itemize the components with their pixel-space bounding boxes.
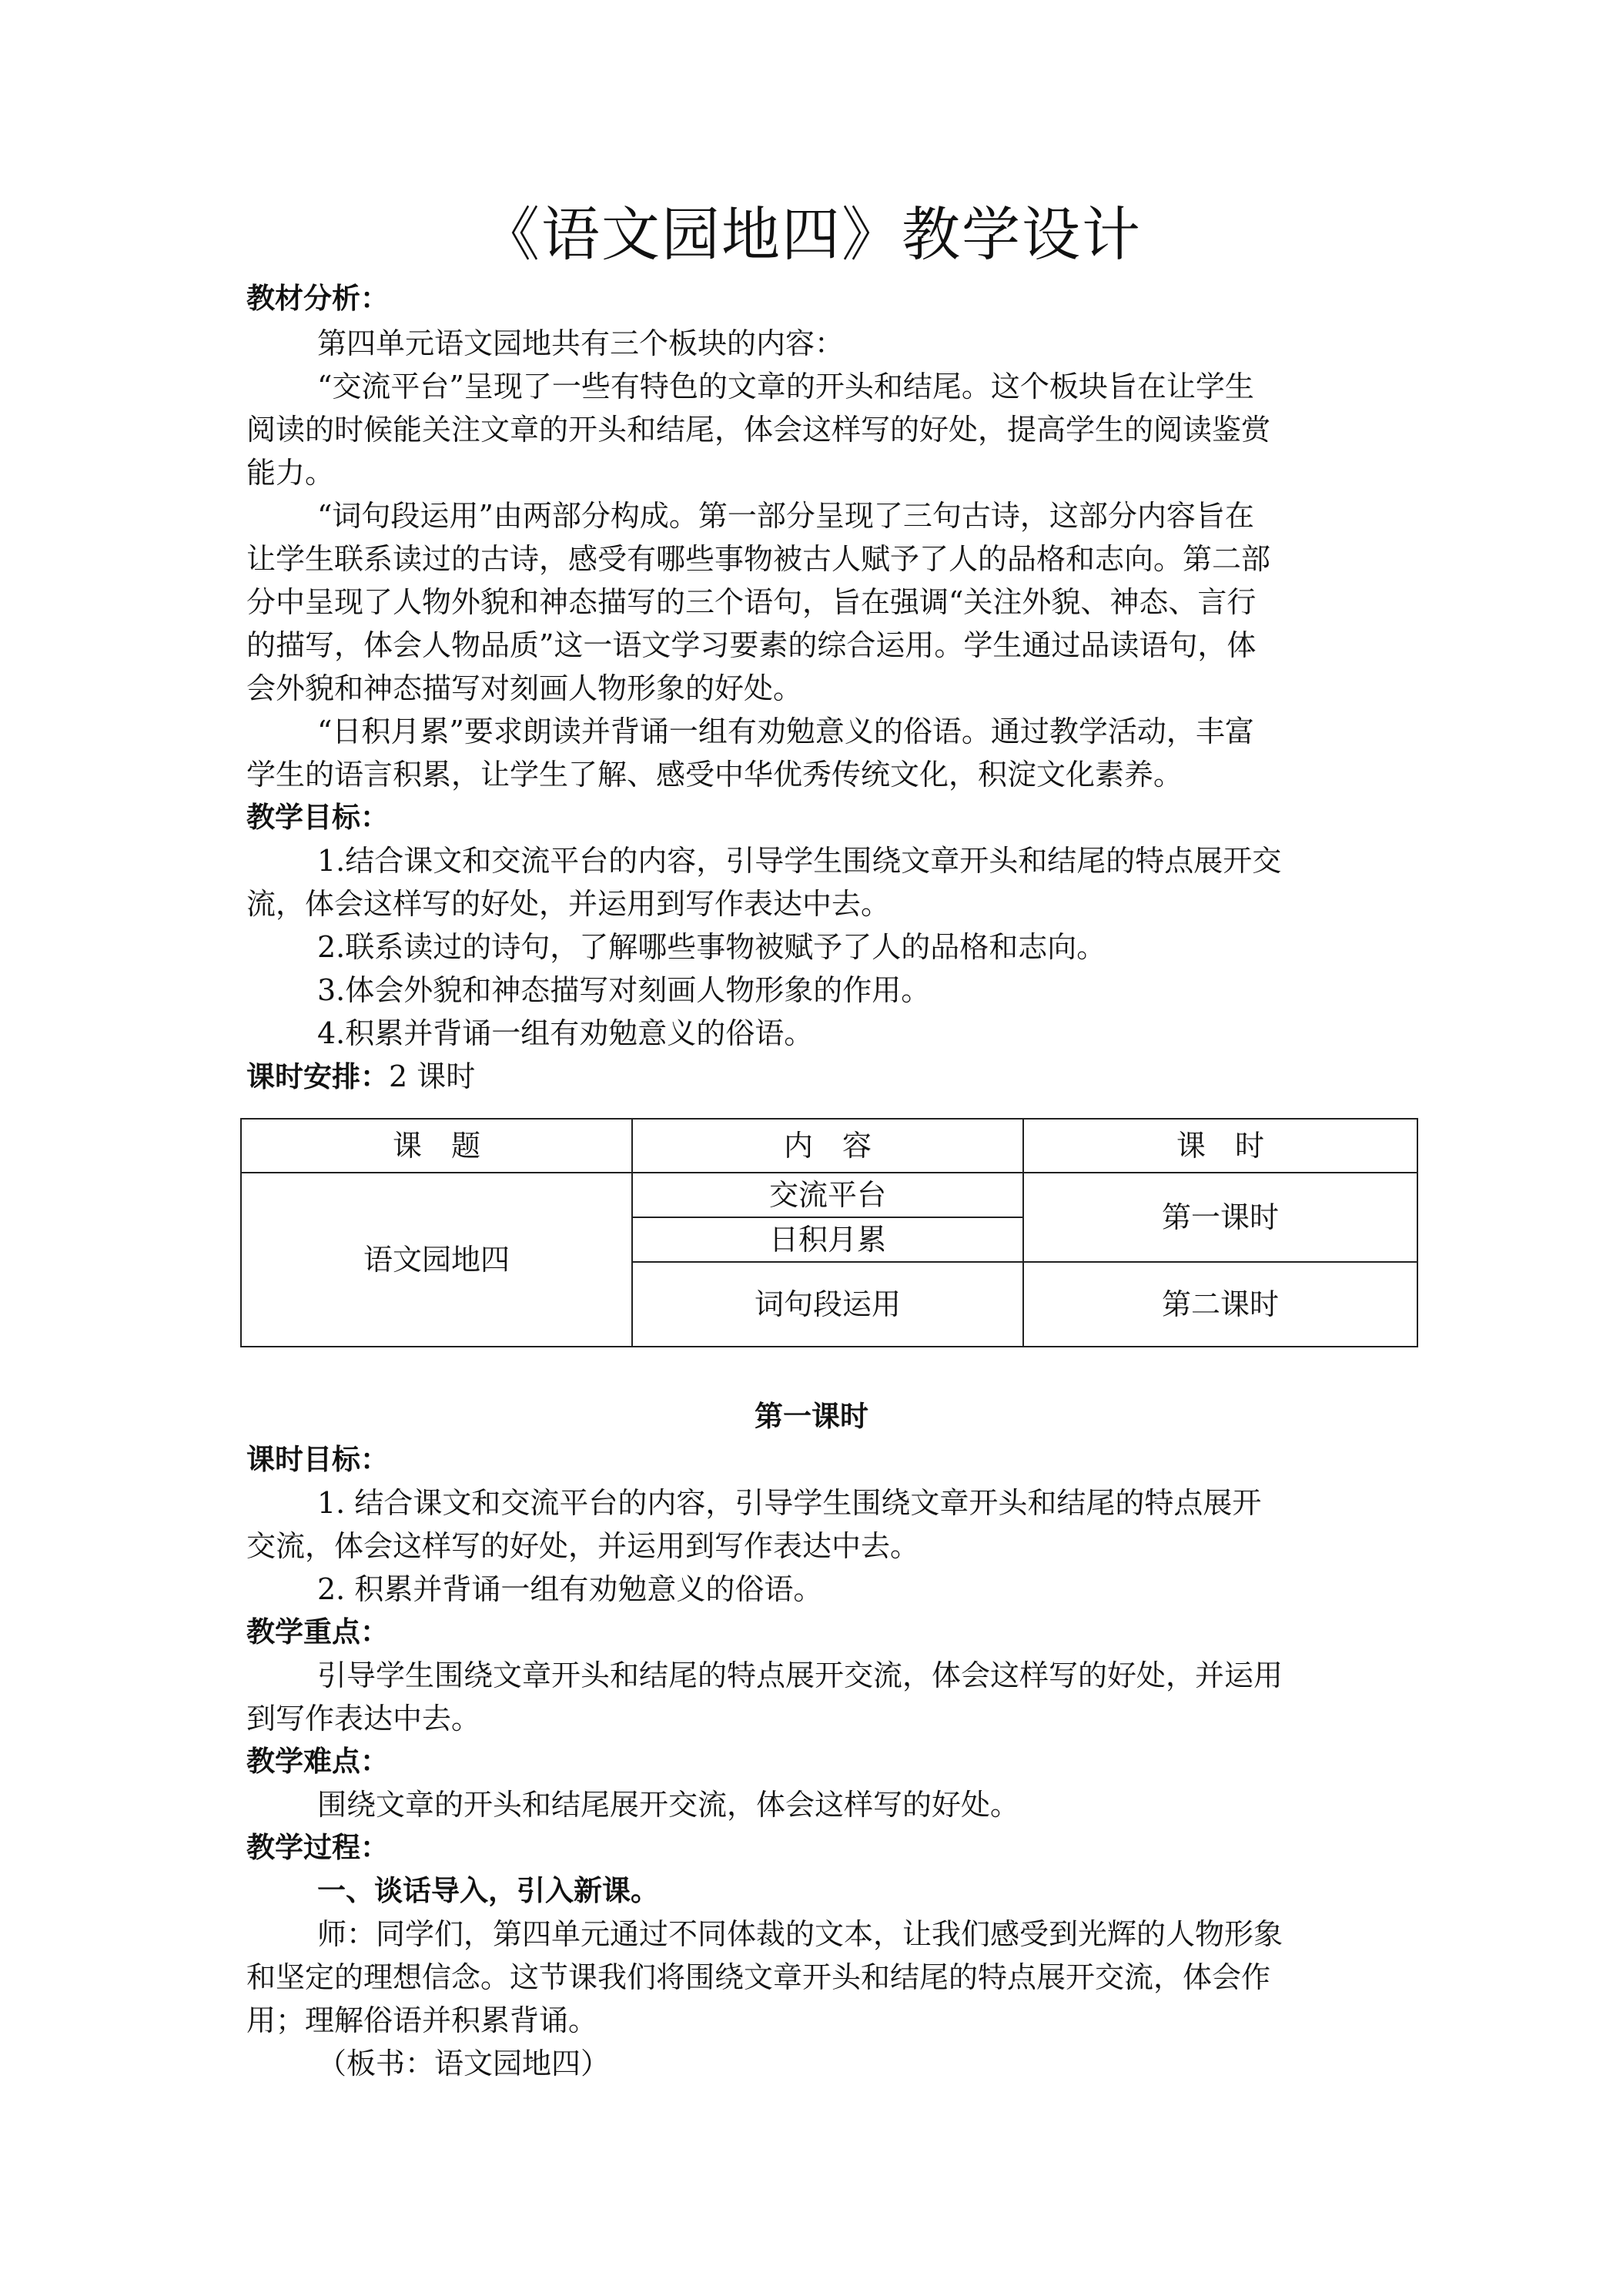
material-line: “交流平台”呈现了一些有特色的文章的开头和结尾。这个板块旨在让学生 [317, 370, 1254, 403]
material-line: 阅读的时候能关注文章的开头和结尾，体会这样写的好处，提高学生的阅读鉴赏 [246, 413, 1271, 447]
key-line: 到写作表达中去。 [246, 1702, 481, 1735]
key-line: 引导学生围绕文章开头和结尾的特点展开交流，体会这样写的好处，并运用 [317, 1658, 1283, 1692]
schedule-table [240, 1118, 1418, 1347]
schedule-heading: 课时安排： [246, 1060, 389, 1093]
material-heading: 教材分析： [246, 282, 389, 315]
process-line: 和坚定的理想信念。这节课我们将围绕文章开头和结尾的特点展开交流，体会作 [246, 1960, 1271, 1994]
key-heading: 教学重点： [246, 1615, 389, 1648]
objective-line: 2. 积累并背诵一组有劝勉意义的俗语。 [317, 1572, 823, 1606]
table-header-cell: 课 时 [1023, 1119, 1417, 1173]
table-row [241, 1173, 1417, 1217]
material-line: 让学生联系读过的古诗，感受有哪些事物被古人赋予了人的品格和志向。第二部 [246, 542, 1271, 576]
table-period-cell: 第一课时 [1023, 1173, 1417, 1262]
table-period-cell: 第二课时 [1023, 1262, 1417, 1347]
document-title: 《语文园地四》教学设计 [481, 200, 1142, 269]
process-step-title: 一、谈话导入，引入新课。 [317, 1874, 659, 1907]
process-line: 师：同学们，第四单元通过不同体裁的文本，让我们感受到光辉的人物形象 [317, 1917, 1283, 1951]
table-content-cell: 词句段运用 [632, 1262, 1023, 1347]
table-content-cell: 交流平台 [632, 1173, 1023, 1217]
material-line: 能力。 [246, 456, 335, 490]
material-line: 分中呈现了人物外貌和神态描写的三个语句，旨在强调“关注外貌、神态、言行 [246, 585, 1257, 619]
table-header-cell: 课 题 [241, 1119, 632, 1173]
difficulty-heading: 教学难点： [246, 1745, 389, 1778]
goal-line: 2.联系读过的诗句，了解哪些事物被赋予了人的品格和志向。 [317, 930, 1106, 964]
table-content-cell: 日积月累 [632, 1217, 1023, 1262]
difficulty-line: 围绕文章的开头和结尾展开交流，体会这样写的好处。 [317, 1788, 1020, 1822]
goals-heading: 教学目标： [246, 801, 389, 834]
material-line: “词句段运用”由两部分构成。第一部分呈现了三句古诗，这部分内容旨在 [317, 499, 1254, 533]
process-line: 用；理解俗语并积累背诵。 [246, 2003, 598, 2037]
goal-line: 3.体会外貌和神态描写对刻画人物形象的作用。 [317, 973, 931, 1007]
table-topic-cell: 语文园地四 [241, 1173, 632, 1347]
goal-line: 4.积累并背诵一组有劝勉意义的俗语。 [317, 1016, 814, 1050]
objective-line: 交流，体会这样写的好处，并运用到写作表达中去。 [246, 1529, 920, 1563]
objective-line: 1. 结合课文和交流平台的内容，引导学生围绕文章开头和结尾的特点展开 [317, 1486, 1262, 1520]
process-heading: 教学过程： [246, 1831, 389, 1864]
schedule-value: 2 课时 [389, 1059, 476, 1093]
table-header-row [241, 1119, 1417, 1173]
objective-heading: 课时目标： [246, 1443, 389, 1476]
goal-line: 1.结合课文和交流平台的内容，引导学生围绕文章开头和结尾的特点展开交 [317, 844, 1282, 878]
goal-line: 流，体会这样写的好处，并运用到写作表达中去。 [246, 887, 891, 921]
lesson-title: 第一课时 [755, 1400, 868, 1433]
schedule-row [246, 1055, 1386, 1099]
material-line: 学生的语言积累，让学生了解、感受中华优秀传统文化，积淀文化素养。 [246, 758, 1183, 792]
material-line: “日积月累”要求朗读并背诵一组有劝勉意义的俗语。通过教学活动，丰富 [317, 715, 1254, 748]
material-line: 的描写，体会人物品质”这一语文学习要素的综合运用。学生通过品读语句，体 [246, 628, 1257, 662]
process-line: （板书：语文园地四） [317, 2047, 611, 2080]
material-line: 第四单元语文园地共有三个板块的内容： [317, 326, 845, 360]
material-line: 会外貌和神态描写对刻画人物形象的好处。 [246, 671, 803, 705]
table-header-cell: 内 容 [632, 1119, 1023, 1173]
